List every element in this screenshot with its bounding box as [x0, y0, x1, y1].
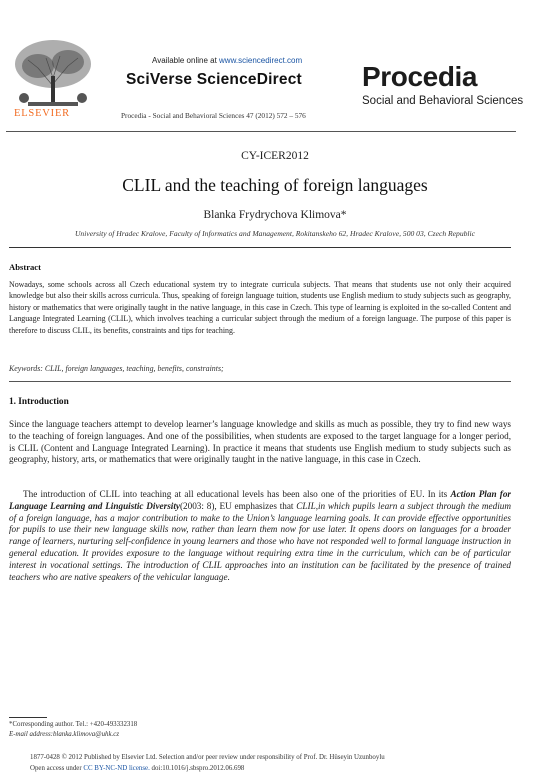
doi: doi:10.1016/j.sbspro.2012.06.698 [149, 765, 245, 772]
open-access-prefix: Open access under [30, 765, 84, 772]
journal-title: Procedia [362, 61, 478, 92]
abstract-text: Nowadays, some schools across all Czech educational system try to integrate curricula subjects. That means that students use not only their acquired knowledge but also their skills across curricula. Thus, speaking of foreign language tuition, students use English medium to study subjects such as geography, history or mathematics that were originally taught in the native language, in this case in Czech. This type of learning is exploited in the so-called Content and Language Integrated Learning (CLIL), which involves teaching a curricular subject through the medium of a foreign language. The purpose of this paper is therefore to discuss CLIL, its benefits, constraints and tips for teaching. [9, 280, 511, 335]
journal-subtitle: Social and Behavioral Sciences [362, 95, 524, 107]
copyright-notice: 1877-0428 © 2012 Published by Elsevier Ltd. Selection and/or peer review under responsibility of Prof. Dr. Hüseyin Uzunboylu [30, 754, 385, 761]
license-link[interactable]: CC BY-NC-ND license. [83, 765, 150, 772]
keywords-divider [9, 381, 511, 382]
action-plan-title: Action Plan for Language Learning and Linguistic Diversity [9, 489, 511, 511]
available-prefix: Available online at [152, 56, 220, 65]
sciencedirect-link[interactable]: www.sciencedirect.com [219, 56, 303, 65]
section-heading-introduction: 1. Introduction [9, 397, 69, 407]
eu-quotation: CLIL,in which pupils learn a subject through the medium of a foreign language, has a major contribution to make to the Union’s language learning goals. It can provide effective opportunities for pupils to use their new language skills now, rather than learn them now for use later. It opens doors on languages for a broader range of learners, nurturing self-confidence in young learners and those who have not responded well to formal language instruction in general education. It provides exposure to the language without requiring extra time in the curriculum, which can be of particular interest in vocational settings. The introduction of CLIL approaches into an institution can be facilitated by the presence of trained teachers who are native speakers of the vehicular language. [9, 500, 511, 582]
author-affiliation: University of Hradec Kralove, Faculty of Informatics and Management, Rokitanskeho 62, Hradec Kralove, 500 03, Czech Republic [74, 229, 476, 238]
corresponding-author-note: *Corresponding author. Tel.: +420-493332318 [9, 721, 138, 728]
affiliation-divider [9, 247, 511, 248]
paragraph2-text-b: (2003: 8), EU emphasizes that [179, 500, 297, 511]
paper-title: CLIL and the teaching of foreign languages [122, 175, 428, 195]
journal-citation: Procedia - Social and Behavioral Sciences 47 (2012) 572 – 576 [121, 111, 306, 120]
open-access-line [30, 765, 244, 772]
publisher-name: ELSEVIER [14, 108, 70, 119]
introduction-paragraph-1: Since the language teachers attempt to develop learner’s language knowledge and skills as much as possible, they try to find new ways to the teaching of foreign languages. And one of the possibilities, when students are exposed to the target language for a longer period, is CLIL (Content and Language Integrated Learning). In practice it means that students use English medium to study subjects such as geography, history, arts, or mathematics that were originally taught in the native language, in this case in Czech. [9, 419, 511, 465]
abstract-heading: Abstract [9, 262, 41, 272]
introduction-paragraph-2 [9, 489, 511, 583]
platform-name: SciVerse ScienceDirect [126, 71, 302, 88]
conference-name: CY-ICER2012 [241, 150, 309, 162]
email-note: E-mail address:blanka.klimova@uhk.cz [9, 731, 119, 738]
header-divider [6, 131, 516, 132]
paragraph2-text-a: The introduction of CLIL into teaching at all educational levels has been also one of the priorities of EU. In its [23, 489, 451, 499]
footnote-divider [9, 717, 47, 718]
author-name: Blanka Frydrychova Klimova* [203, 209, 347, 221]
available-online-line [152, 56, 302, 65]
keywords: Keywords: CLIL, foreign languages, teaching, benefits, constraints; [9, 364, 224, 373]
